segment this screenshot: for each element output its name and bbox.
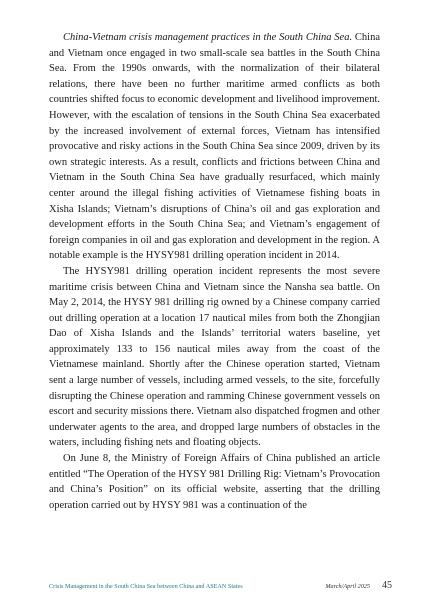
issue-date: March/April 2025 (325, 583, 370, 590)
paragraph-3-text: On June 8, the Ministry of Foreign Affairs of China published an article entitled “The Operation of the HYSY 981 Drilling Rig: Vietnam’s Provocation and China’s Position” on its official website, asserting that the drilling operation carried out by HYSY 981 was a continuation of the (49, 453, 380, 511)
page-footer (49, 581, 392, 593)
paragraph-3 (49, 451, 380, 513)
paragraph-1 (49, 30, 380, 264)
article-body (49, 30, 380, 513)
journal-title: Crisis Management in the South China Sea between China and ASEAN States (49, 583, 243, 590)
paragraph-2-text: The HYSY981 drilling operation incident represents the most severe maritime crisis between China and Vietnam since the Nansha sea battle. On May 2, 2014, the HYSY 981 drilling rig owned by a Chinese company carried out drilling operation at a location 17 nautical miles from both the Zhongjian Dao of Xisha Islands and the Islands’ territorial waters baseline, yet approximately 133 to 156 nautical miles away from the coast of the Vietnamese mainland. Shortly after the Chinese operation started, Vietnam sent a large number of vessels, including armed vessels, to the site, forcefully disrupting the Chinese operation and ramming Chinese government vessels on escort and security missions there. Vietnam also dispatched frogmen and other underwater agents to the area, and dropped large numbers of obstacles in the waters, including fishing nets and floating objects. (49, 265, 380, 449)
section-lead: China-Vietnam crisis management practices in the South China Sea. (63, 32, 353, 43)
page-number: 45 (382, 580, 392, 591)
paragraph-2 (49, 264, 380, 451)
paragraph-1-text: China and Vietnam once engaged in two small-scale sea battles in the South China Sea. From the 1990s onwards, with the normalization of their bilateral relations, there have been no further maritime armed conflicts as both countries shifted focus to economic development and livelihood improvement. However, with the escalation of tensions in the South China Sea exacerbated by the increased involvement of external forces, Vietnam has intensified provocative and risky actions in the South China Sea since 2009, driven by its own strategic interests. As a result, conflicts and frictions between China and Vietnam in the South China Sea have gradually resurfaced, which mainly center around the illegal fishing activities of Vietnamese fishing boats in Xisha Islands; Vietnam’s disruptions of China’s oil and gas exploration and development efforts in the South China Sea; and Vietnam’s engagement of foreign companies in oil and gas exploration and development in the region. A notable example is the HYSY981 drilling operation incident in 2014. (49, 32, 380, 262)
